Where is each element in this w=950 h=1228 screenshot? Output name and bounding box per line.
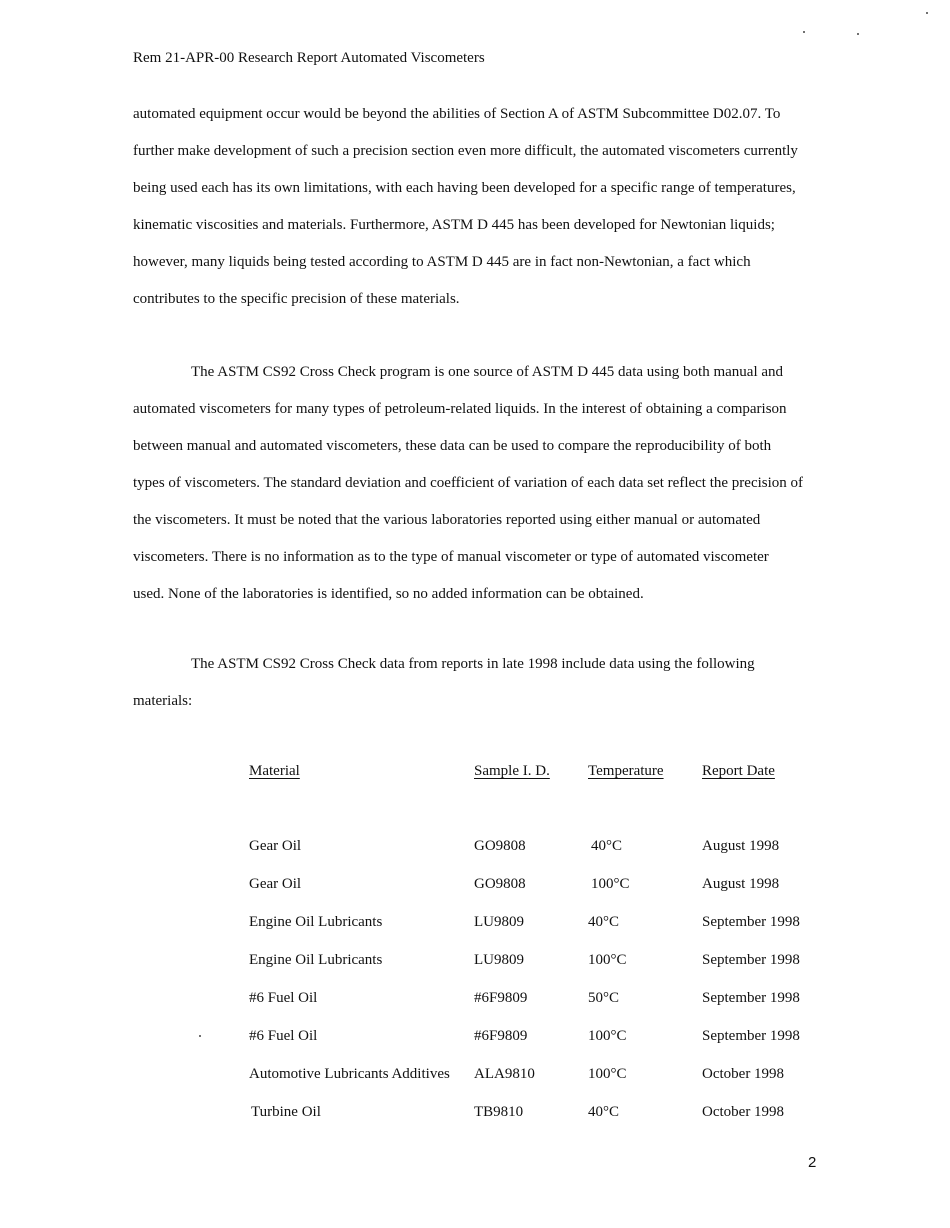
- temperature-cell: 100°C: [588, 1066, 627, 1082]
- temperature-cell: 40°C: [588, 914, 620, 930]
- sample-id-cell: #6F9809: [474, 990, 528, 1006]
- table-row: [249, 1104, 849, 1126]
- material-cell: Turbine Oil: [251, 1104, 321, 1120]
- table-row: [249, 838, 849, 860]
- report-date-cell: September 1998: [702, 952, 800, 968]
- sample-id-cell: TB9810: [474, 1104, 524, 1120]
- table-row: [249, 876, 849, 898]
- material-cell: #6 Fuel Oil: [249, 1028, 318, 1044]
- material-cell: Engine Oil Lubricants: [249, 914, 383, 930]
- temperature-cell: 100°C: [591, 876, 630, 892]
- material-cell: Engine Oil Lubricants: [249, 952, 383, 968]
- scan-speck: [857, 33, 859, 35]
- paragraph-line: The ASTM CS92 Cross Check program is one source of ASTM D 445 data using both manual and: [191, 364, 784, 380]
- table-header-row: [249, 763, 849, 785]
- page-number: 2: [808, 1154, 817, 1171]
- table-row: [249, 990, 849, 1012]
- material-cell: Gear Oil: [249, 838, 302, 854]
- paragraph-line: automated equipment occur would be beyond the abilities of Section A of ASTM Subcommittee D02.07. To: [133, 106, 781, 122]
- sample-id-cell: LU9809: [474, 952, 524, 968]
- paragraph-line: further make development of such a precision section even more difficult, the automated viscometers currently: [133, 143, 798, 159]
- material-cell: Gear Oil: [249, 876, 302, 892]
- paragraph-line: the viscometers. It must be noted that the various laboratories reported using either manual or automated: [133, 512, 761, 528]
- temperature-cell: 50°C: [588, 990, 620, 1006]
- sample-id-cell: #6F9809: [474, 1028, 528, 1044]
- paragraph-line: however, many liquids being tested according to ASTM D 445 are in fact non-Newtonian, a fact which: [133, 254, 751, 270]
- paragraph-line: contributes to the specific precision of these materials.: [133, 291, 460, 307]
- scan-speck: [803, 31, 805, 33]
- sample-id-cell: GO9808: [474, 838, 526, 854]
- column-header-material: Material: [249, 763, 300, 779]
- table-row: [249, 914, 849, 936]
- table-row: [249, 1028, 849, 1050]
- paragraph-line: used. None of the laboratories is identified, so no added information can be obtained.: [133, 586, 644, 602]
- temperature-cell: 40°C: [588, 1104, 620, 1120]
- paragraph-line: viscometers. There is no information as to the type of manual viscometer or type of automated viscometer: [133, 549, 769, 565]
- material-cell: #6 Fuel Oil: [249, 990, 318, 1006]
- report-date-cell: August 1998: [702, 876, 780, 892]
- temperature-cell: 40°C: [591, 838, 623, 854]
- sample-id-cell: GO9808: [474, 876, 526, 892]
- temperature-cell: 100°C: [588, 952, 627, 968]
- column-header-sample-id: Sample I. D.: [474, 763, 550, 779]
- paragraph-2: [133, 362, 823, 621]
- paragraph-line: kinematic viscosities and materials. Furthermore, ASTM D 445 has been developed for Newtonian liquids;: [133, 217, 775, 233]
- sample-id-cell: ALA9810: [474, 1066, 535, 1082]
- paragraph-1: [133, 104, 823, 326]
- column-header-report-date: Report Date: [702, 763, 775, 779]
- sample-id-cell: LU9809: [474, 914, 524, 930]
- report-date-cell: August 1998: [702, 838, 780, 854]
- table-row: [249, 1066, 849, 1088]
- running-header: Rem 21-APR-00 Research Report Automated Viscometers: [133, 50, 485, 66]
- paragraph-line: The ASTM CS92 Cross Check data from reports in late 1998 include data using the following: [191, 656, 755, 672]
- paragraph-line: types of viscometers. The standard deviation and coefficient of variation of each data set reflect the precision of: [133, 475, 804, 491]
- paragraph-line: automated viscometers for many types of petroleum-related liquids. In the interest of obtaining a comparison: [133, 401, 787, 417]
- paragraph-line: between manual and automated viscometers, these data can be used to compare the reproducibility of both: [133, 438, 772, 454]
- paragraph-3: [133, 654, 823, 728]
- report-date-cell: October 1998: [702, 1066, 785, 1082]
- report-date-cell: October 1998: [702, 1104, 785, 1120]
- report-date-cell: September 1998: [702, 914, 800, 930]
- paragraph-line: materials:: [133, 693, 193, 709]
- table-row: [249, 952, 849, 974]
- material-cell: Automotive Lubricants Additives: [249, 1066, 450, 1082]
- scan-speck: [926, 12, 928, 14]
- column-header-temperature: Temperature: [588, 763, 664, 779]
- temperature-cell: 100°C: [588, 1028, 627, 1044]
- paragraph-line: being used each has its own limitations, with each having been developed for a specific range of temperatures,: [133, 180, 796, 196]
- report-date-cell: September 1998: [702, 990, 800, 1006]
- scan-speck: [199, 1035, 201, 1037]
- report-date-cell: September 1998: [702, 1028, 800, 1044]
